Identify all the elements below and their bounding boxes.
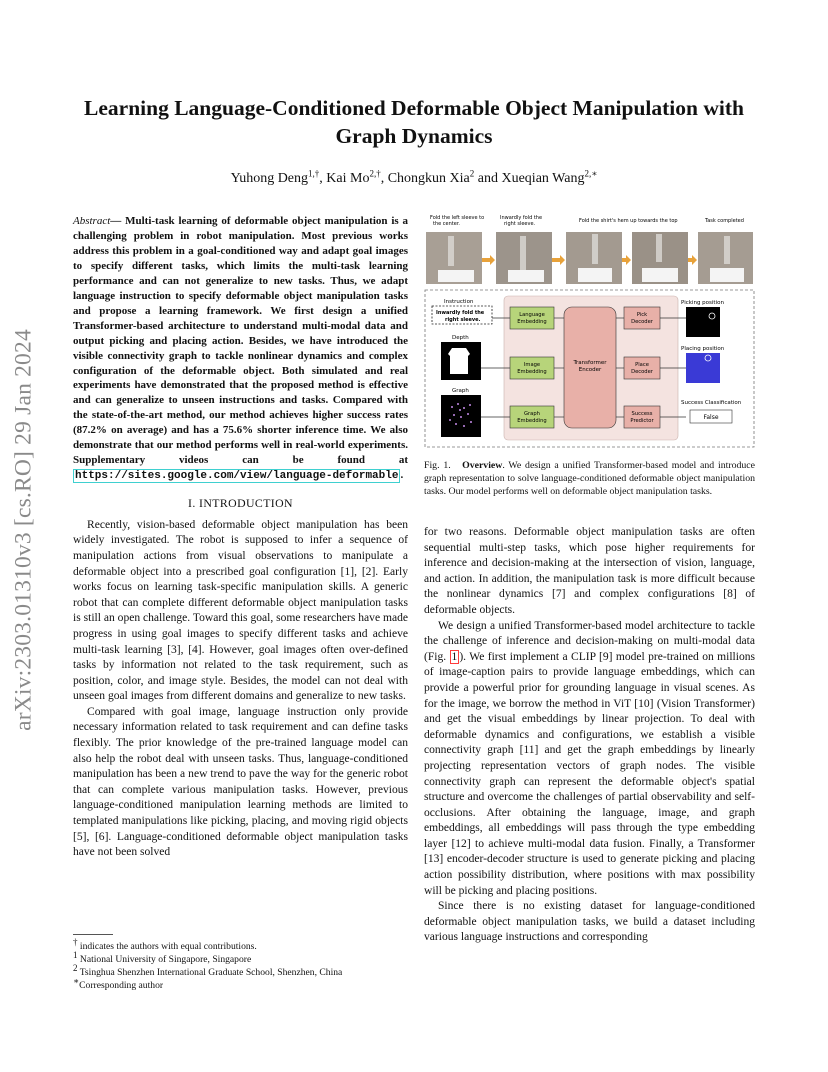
footnote [73,936,408,953]
step-label-4: Task completed [705,218,744,224]
abstract-lead: Abstract [73,215,111,227]
transformer-encoder-label: Transformer [573,360,607,366]
abstract-tail: . [400,469,404,482]
figure-1 [424,212,755,448]
image-embedding-box [510,357,554,379]
footnote [73,949,408,966]
robot-photo-strip [426,232,753,284]
overview-diagram [424,212,755,448]
footnote-text: Tsinghua Shenzhen International Graduate School, Shenzhen, China [79,967,343,978]
section-heading: I. INTRODUCTION [188,496,293,511]
image-embedding-label-2: Embedding [517,369,547,375]
footnote-mark: 2 [73,962,78,973]
pick-decoder-label-2: Decoder [631,319,653,325]
footnote-text: Corresponding author [79,980,164,991]
right-paragraph-1 [424,619,755,900]
depth-shirt [448,348,470,374]
instruction-label: Instruction [444,299,474,305]
right-paragraph-0: for two reasons. Deformable object manipulation tasks are often sequential multi-step tasks, which pose higher requirements for inference and decision-making at the intersection of vision, language, and action. In addition, the manipulation task is more difficult because the nonlinear dynamics [7] and complex configurations [8] of deformable objects. [424,526,755,616]
paper-title: Learning Language-Conditioned Deformable Object Manipulation with Graph Dynamics [84,96,744,148]
caption-text: . We design a unified Transformer-based model and introduce graph representation to solve language-conditioned deformable object manipulation tasks. Our model performs well on deformable object manipulation tasks. [424,460,755,497]
footnotes [73,936,408,992]
graph-embedding-box [510,406,554,428]
author-name: Yuhong Deng [230,171,309,186]
language-embedding-label: Language [519,312,545,318]
footnote-rule [73,934,113,935]
placing-position-label: Placing position [681,346,725,352]
place-decoder-box [624,357,660,379]
graph-embedding-label: Graph [524,411,540,417]
success-predictor-label-2: Predictor [630,418,654,424]
pick-decoder-label: Pick [636,312,648,318]
picking-heatmap [686,307,720,337]
image-embedding-label: Image [523,362,541,368]
place-decoder-label-2: Decoder [631,369,653,375]
caption-bold: Overview [462,460,503,471]
right-paragraph-2: Since there is no existing dataset for language-conditioned deformable object manipulation tasks, we build a dataset including various language instructions and corresponding [424,900,755,944]
footnote-text: National University of Singapore, Singapore [79,954,252,965]
footnote-text: indicates the authors with equal contributions. [79,941,257,952]
right-column [424,525,755,946]
intro-paragraph-1: Recently, vision-based deformable object manipulation has been widely investigated. The robot is supposed to infer a sequence of manipulation actions from visual observations to manipulate a deformable object into a prescribed goal configuration [1], [2]. Early works focus on learning task-specific manipulation skills. A generic robot that can complete different deformable object manipulation tasks is still an open challenge. Toward this goal, some researchers have made progress in using goal images to specify different tasks and achieve multi-task learning [3], [4]. However, goal images often over-defined tasks by information not related to the task requirement, such as position, color, and image style. Besides, the model can not deal with unseen goal images from different domains and generalize to new tasks. [73,518,408,703]
right-p1-a: We design a unified Transformer-based model architecture to tackle the challenge of inference and decision-making on multi-modal data (Fig. [424,619,755,663]
author-name: Xueqian Wang [501,171,585,186]
language-embedding-label-2: Embedding [517,319,547,325]
footnote [73,962,408,979]
author-line: Yuhong Deng$^{1,\dagger}$, Kai $Mo^{2,\dagger}$, Chongkun Xia$^2$ and Xueqian Wang$^{2,∗}$ [230,168,598,186]
success-classification-label: Success Classification [681,400,742,406]
success-value: False [703,414,719,421]
footnote-mark: 1 [73,949,78,960]
abstract [73,214,408,484]
abstract-text: — Multi-task learning of deformable object manipulation is a challenging problem in robot manipulation. Most previous works address this problem in a goal-conditioned way and adapt goal images to specify different tasks, which limits the multi-task learning performance and can not generalize to new tasks. Thus, we adapt language instruction to specify deformable object manipulation tasks and propose a learning framework. We first design a unified Transformer-based architecture to understand multi-modal data and output picking and placing action. Besides, we have introduced the visible connectivity graph to tackle nonlinear dynamics and complex configuration of the deformable object. Both simulated and real experiments have demonstrated that the proposed method is effective and can generalize to unseen instructions and tasks. Compared with the state-of-the-art method, our method achieves higher success rates (87.2% on average) and has a 75.6% shorter inference time. We also demonstrate that our method performs well in real-world experiments. Supplementary videos can be found at [73,215,408,467]
author-affiliation: 1,† [308,168,320,179]
success-predictor-box [624,406,660,428]
graph-label: Graph [452,388,469,394]
transformer-encoder-label-2: Encoder [578,367,602,373]
footnote-mark: ∗ [73,975,80,986]
arxiv-id-text: arXiv:2303.01310v3 [cs.RO] 29 Jan 2024 [10,329,37,731]
supplementary-link[interactable]: https://sites.google.com/view/language-deformable [75,470,399,483]
caption-label: Fig. 1. [424,460,451,471]
step-label-2: Inwardly fold the right sleeve. [500,215,543,227]
picking-position-label: Picking position [681,300,724,306]
author-name: Kai Mo [326,171,370,186]
author-affiliation: 2 [469,168,475,179]
arxiv-sidebar-stamp [6,290,42,770]
step-label-1: Fold the left sleeve to the center. [430,215,485,227]
footnote-mark: † [73,936,78,947]
footnote [73,975,408,992]
author-affiliation: 2,† [369,168,381,179]
step-label-3: Fold the shirt's hem up towards the top [579,218,678,224]
depth-label: Depth [452,335,469,341]
graph-embedding-label-2: Embedding [517,418,547,424]
pick-decoder-box [624,307,660,329]
author-name: Chongkun Xia [387,171,470,186]
language-embedding-box [510,307,554,329]
right-p1-b: ). We first implement a CLIP [9] model pre-trained on millions of image-caption pairs to provide language embeddings, which can provide a powerful prior for grounding language in visual scenes. As for the image, we borrow the method in ViT [10] (Vision Transformer) and get the visual embeddings by linear projection. To deal with deformable dynamics and configurations, we establish a visible connectivity graph [11] and get the graph embeddings by linearly projecting representation vectors of graph nodes. The visible connectivity graph can represent the deformable object's spatial structure and overcome the challenges of partial observability and self-occlusions. After obtaining the language, image, and graph embeddings, all embeddings will pass through the type embedding layer [12] to achieve multi-modal data fusion. Finally, a Transformer [13] encoder-decoder structure is used to generate picking and placing action possibility distribution, where positions with max possibility will be picking and placing positions. [424,650,755,897]
figure-ref-link[interactable]: 1 [451,650,458,663]
left-column [73,214,408,861]
placing-heatmap [686,353,720,383]
author-affiliation: 2,∗ [584,168,598,179]
figure-caption [424,460,755,498]
place-decoder-label: Place [635,362,649,368]
instruction-text-line2: right sleeve. [445,317,481,323]
success-predictor-label: Success [631,411,653,417]
instruction-text: Inwardly fold the [436,310,485,316]
intro-paragraph-2: Compared with goal image, language instruction only provide necessary information related to task requirement and can define tasks flexibly. The prior knowledge of the pre-trained language model can also help the robot deal with unseen tasks. Thus, language-conditioned manipulation has been a new trend to pave the way for the generic robot that can complete various manipulation tasks. However, previous language-conditioned manipulation learning methods are limited to templated manipulations like picking, placing, and moving rigid objects [5], [6]. Language-conditioned deformable object manipulation tasks have not been solved [73,705,408,859]
